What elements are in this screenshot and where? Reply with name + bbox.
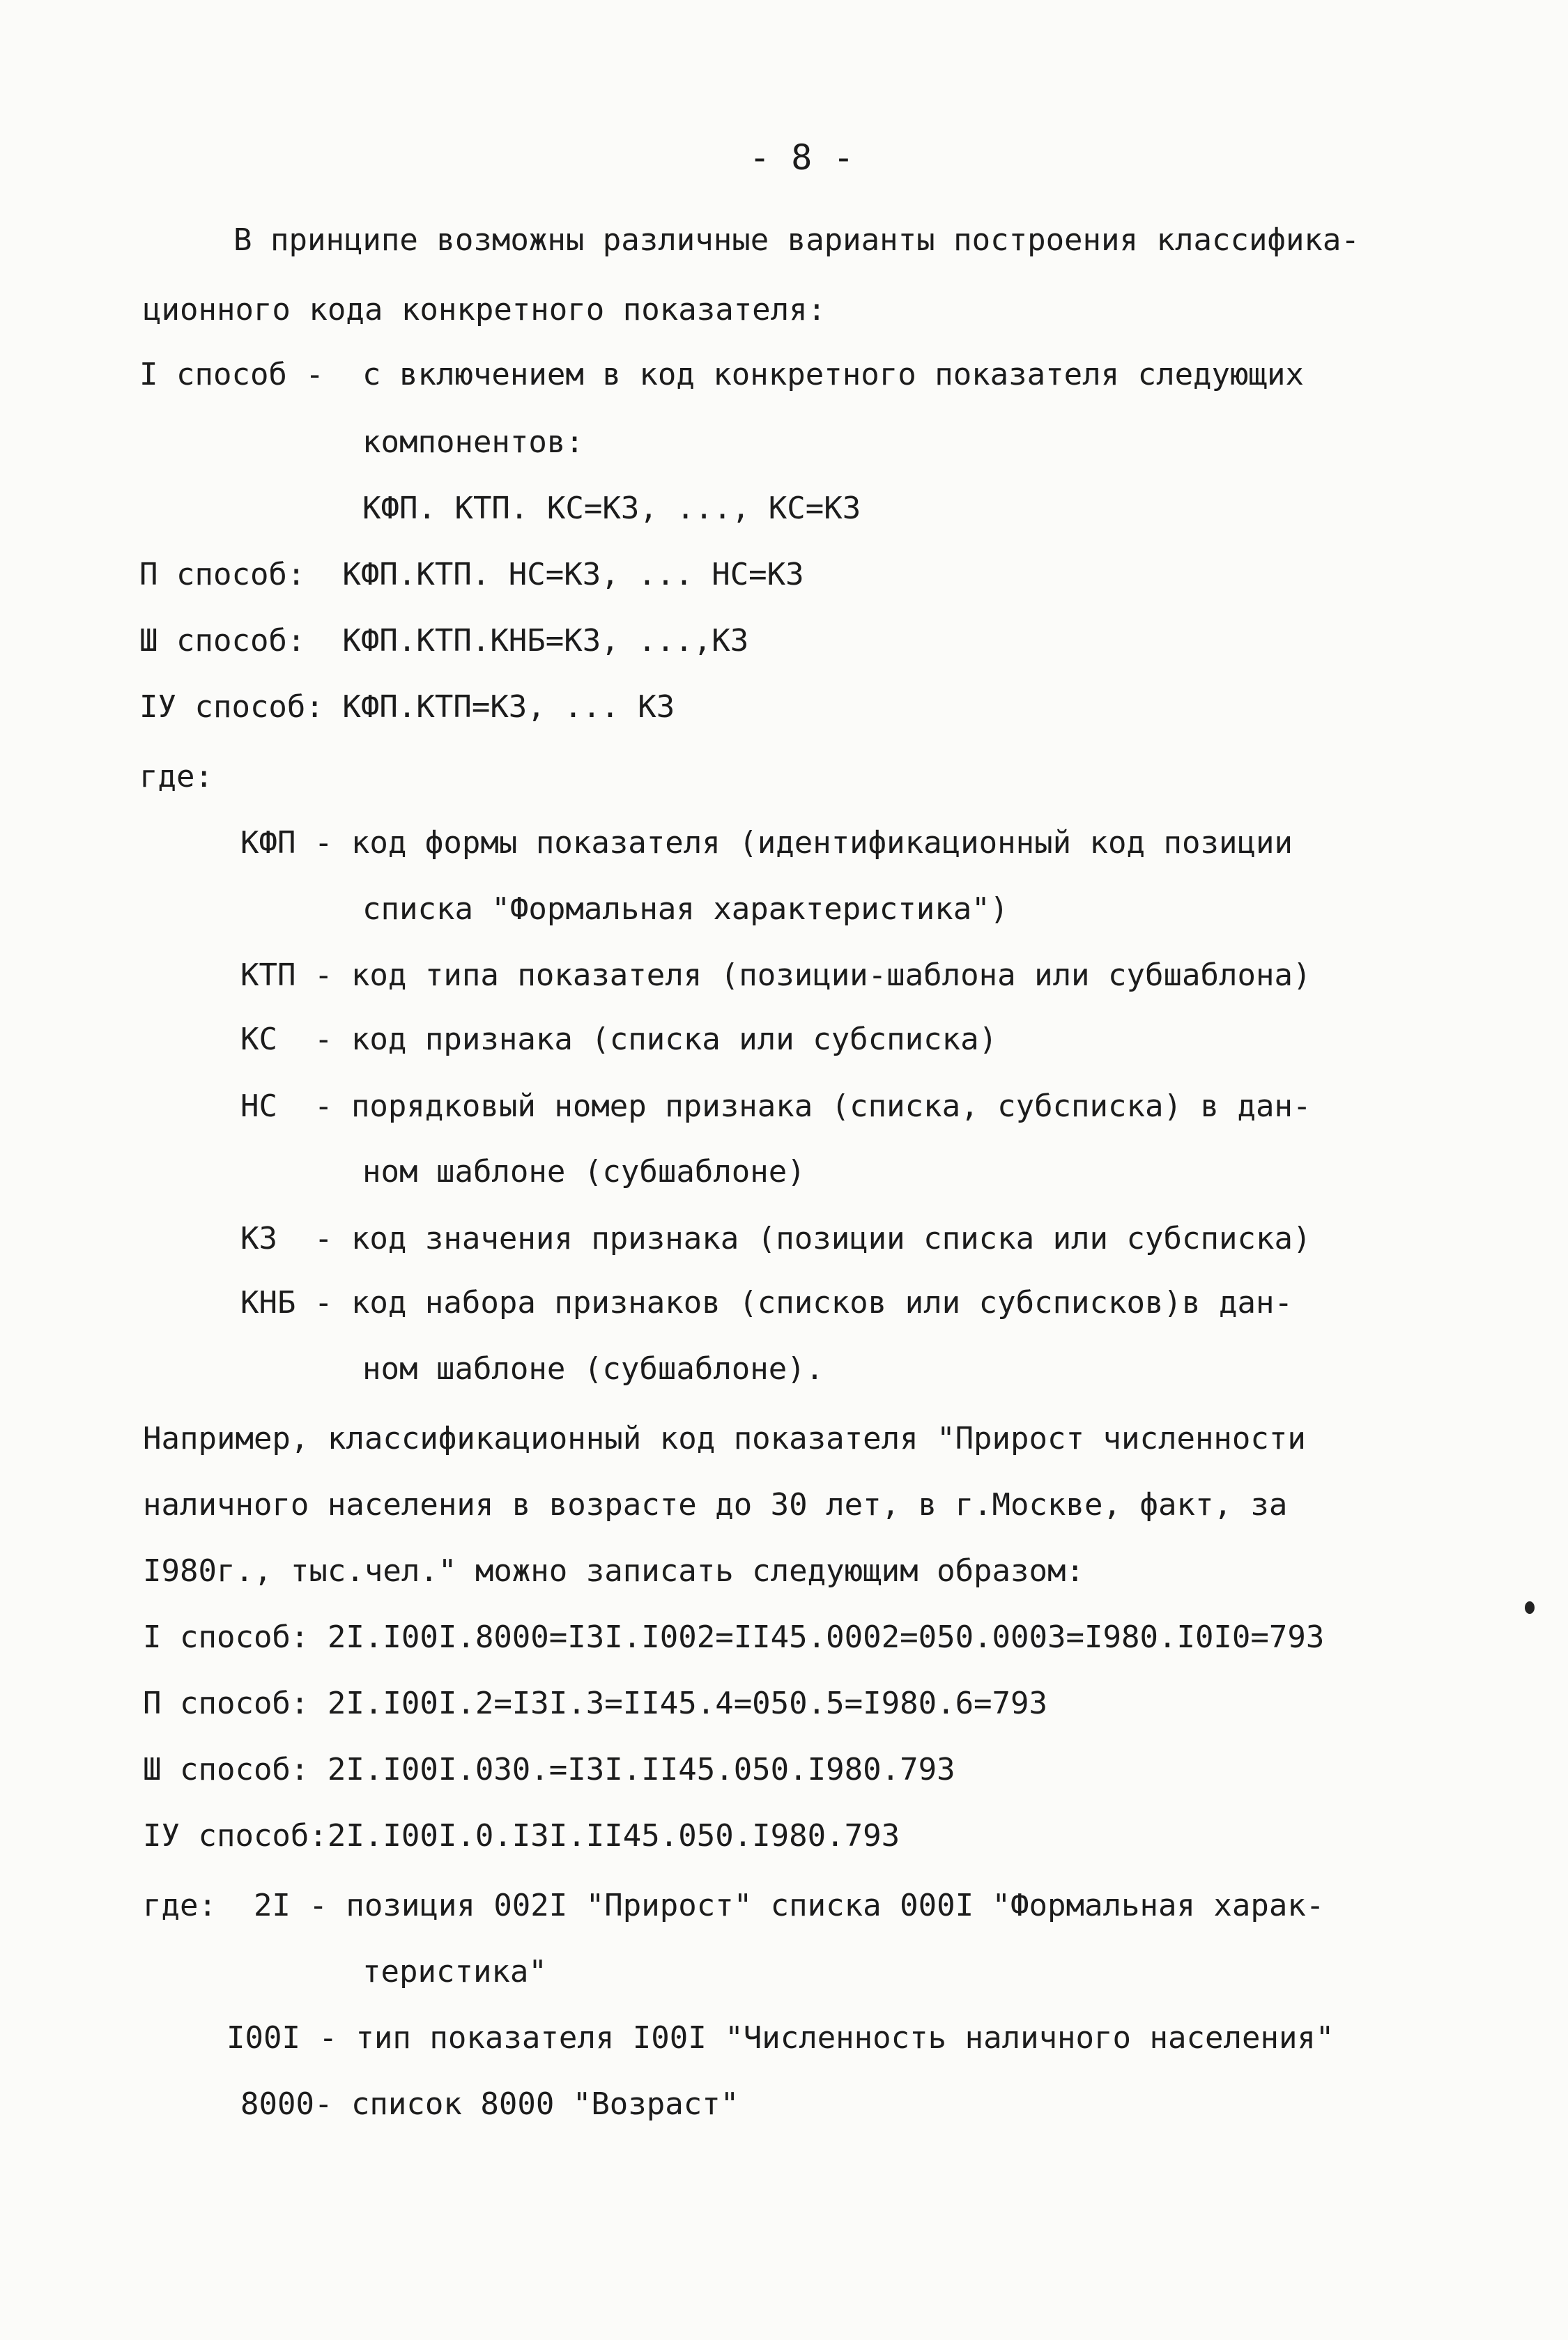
where2-line-1: где: 2I - позиция 002I "Прирост" списка 000I "Формальная харак- bbox=[143, 1888, 1325, 1923]
example-code-3: Ш способ: 2I.I00I.030.=I3I.II45.050.I980.793 bbox=[143, 1752, 955, 1787]
example-code-2: П способ: 2I.I00I.2=I3I.3=II45.4=050.5=I980.6=793 bbox=[143, 1686, 1048, 1721]
definition-knb-1: КНБ - код набора признаков (списков или субсписков)в дан- bbox=[240, 1285, 1293, 1321]
definition-kfp-1: КФП - код формы показателя (идентификационный код позиции bbox=[240, 825, 1293, 861]
method-2: П способ: КФП.КТП. НС=КЗ, ... НС=КЗ bbox=[139, 557, 804, 592]
definition-ktp: КТП - код типа показателя (позиции-шаблона или субшаблона) bbox=[240, 957, 1312, 993]
where2-line-3: I00I - тип показателя I00I "Численность наличного населения" bbox=[226, 2020, 1335, 2056]
method-3: Ш способ: КФП.КТП.КНБ=КЗ, ...,КЗ bbox=[139, 623, 749, 659]
example-line-2: наличного населения в возрасте до 30 лет, в г.Москве, факт, за bbox=[143, 1487, 1288, 1523]
example-line-1: Например, классификационный код показателя "Прирост численности bbox=[143, 1421, 1306, 1456]
example-code-1: I способ: 2I.I00I.8000=I3I.I002=II45.0002=050.0003=I980.I0I0=793 bbox=[143, 1619, 1325, 1655]
definition-kfp-2: списка "Формальная характеристика") bbox=[362, 891, 1009, 927]
method-1-label: I способ - bbox=[139, 357, 324, 392]
definition-kz: КЗ - код значения признака (позиции списка или субсписка) bbox=[240, 1221, 1312, 1256]
method-1-text-1: с включением в код конкретного показателя следующих bbox=[362, 357, 1305, 392]
intro-line-1: В принципе возможны различные варианты построения классифика- bbox=[233, 222, 1360, 258]
intro-line-2: ционного кода конкретного показателя: bbox=[143, 292, 827, 328]
where2-line-2: теристика" bbox=[362, 1954, 547, 1989]
where2-line-4: 8000- список 8000 "Возраст" bbox=[240, 2086, 739, 2122]
example-code-4: IУ способ:2I.I00I.0.I3I.II45.050.I980.793 bbox=[143, 1818, 900, 1854]
page-number: - 8 - bbox=[749, 137, 854, 178]
where-label: где: bbox=[139, 759, 213, 794]
definition-knb-2: ном шаблоне (субшаблоне). bbox=[362, 1351, 824, 1387]
margin-mark bbox=[1525, 1601, 1535, 1614]
method-4: IУ способ: КФП.КТП=КЗ, ... КЗ bbox=[139, 689, 675, 725]
definition-ns-1: НС - порядковый номер признака (списка, субсписка) в дан- bbox=[240, 1088, 1312, 1124]
definition-ks: КС - код признака (списка или субсписка) bbox=[240, 1022, 998, 1057]
method-1-text-2: компонентов: bbox=[362, 424, 584, 460]
definition-ns-2: ном шаблоне (субшаблоне) bbox=[362, 1154, 806, 1190]
example-line-3: I980г., тыс.чел." можно записать следующим образом: bbox=[143, 1553, 1085, 1589]
method-1-formula: КФП. КТП. КС=КЗ, ..., КС=КЗ bbox=[362, 491, 861, 526]
